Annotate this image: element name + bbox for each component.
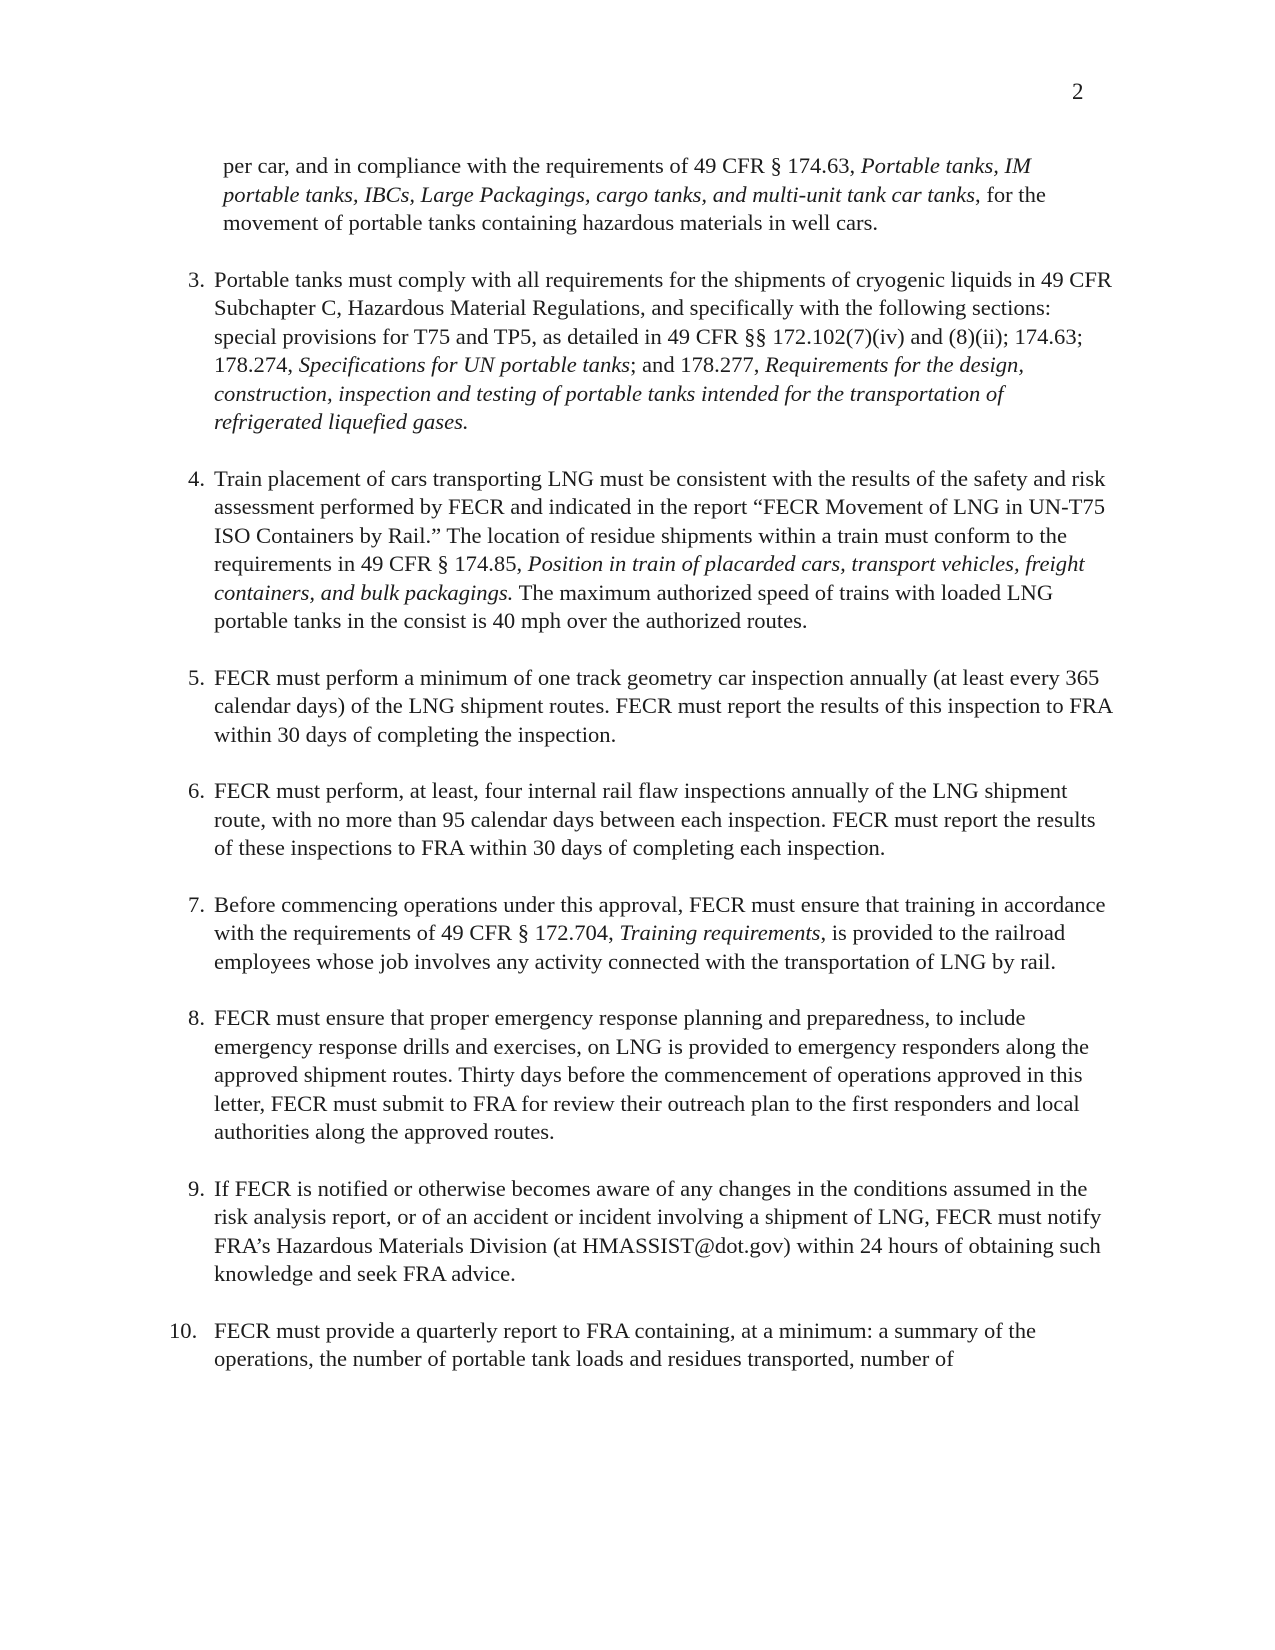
item-text-part: The maximum authorized speed of trains with loaded LNG portable tanks in the consist is 40 mph over the authorized routes. xyxy=(214,579,1054,633)
item-text-part: Portable tanks must comply with all requirements for the shipments of cryogenic liquids in 49 CFR Subchapter C, Hazardous Material Regulations, and specifically with the following sections: special provisions for T75 and TP5, as detailed in 49 CFR §§ 172.102(7)(iv) and (8)(ii); 174.63; 178.274, xyxy=(214,266,1112,377)
item-text-part: Before commencing operations under this approval, FECR must ensure that training in accordance with the requirements of 49 CFR § 172.704, xyxy=(214,891,1106,945)
item-text-part: FECR must perform a minimum of one track geometry car inspection annually (at least every 365 calendar days) of the LNG shipment routes. FECR must report the results of this inspection to FRA within 30 days of completing the inspection. xyxy=(214,664,1112,747)
intro-paragraph xyxy=(223,152,1112,238)
intro-text: per car, and in compliance with the requirements of 49 CFR § 174.63, xyxy=(223,153,861,178)
item-number: 8. xyxy=(188,1005,205,1030)
item-regulation-title: Requirements for the design, construction, inspection and testing of portable tanks intended for the transportation of refrigerated liquefied gases. xyxy=(214,352,1024,434)
item-regulation-title: Specifications for UN portable tanks xyxy=(298,352,631,377)
item-text-part: FECR must perform, at least, four internal rail flaw inspections annually of the LNG shipment route, with no more than 95 calendar days between each inspection. FECR must report the results of these inspections to FRA within 30 days of completing each inspection. xyxy=(214,778,1096,860)
item-text-part: If FECR is notified or otherwise becomes aware of any changes in the conditions assumed in the risk analysis report, or of an accident or incident involving a shipment of LNG, FECR must notify FRA’s Hazardous Materials Division (at HMASSIST@dot.gov) within 24 hours of obtaining such knowledge and seek FRA advice. xyxy=(214,1175,1102,1286)
item-text xyxy=(214,664,1112,750)
page-number: 2 xyxy=(1072,79,1084,104)
item-text xyxy=(214,465,1112,636)
item-text-part: Train placement of cars transporting LNG must be consistent with the results of the safety and risk assessment performed by FECR and indicated in the report “FECR Movement of LNG in UN-T75 ISO Containers by Rail.” The location of residue shipments within a train must conform to the requirements in 49 CFR § 174.85, xyxy=(214,465,1106,576)
item-text xyxy=(214,266,1112,437)
item-number: 4. xyxy=(188,465,205,491)
item-text-part: FECR must ensure that proper emergency response planning and preparedness, to include emergency response drills and exercises, on LNG is provided to emergency responders along the approved shipment routes. Thirty days before the commencement of operations approved in this letter, FECR must submit to FRA for review their outreach plan to the first responders and local authorities along the approved routes. xyxy=(214,1005,1090,1144)
item-text xyxy=(214,1004,1112,1147)
list-item-10 xyxy=(169,1317,1112,1374)
item-text xyxy=(214,891,1112,977)
item-regulation-title: Position in train of placarded cars, transport vehicles, freight containers, and bulk packagings. xyxy=(214,551,1085,605)
item-text-part: , is provided to the railroad employees whose job involves any activity connected with the transportation of LNG by rail. xyxy=(214,920,1066,974)
item-text-part: ; and 178.277, xyxy=(630,352,766,377)
item-number: 7. xyxy=(188,891,205,917)
list-item-4 xyxy=(187,465,1112,636)
list-item-3 xyxy=(187,266,1112,437)
item-regulation-title: Training requirements xyxy=(619,920,821,945)
list-item-5 xyxy=(187,664,1112,750)
intro-regulation-title: Portable tanks, IM portable tanks, IBCs, Large Packagings, cargo tanks, and multi-unit tank car tanks xyxy=(223,153,1031,207)
item-number: 10. xyxy=(169,1317,198,1343)
list-item-8 xyxy=(187,1004,1112,1147)
item-text xyxy=(214,777,1112,863)
item-text-part: FECR must provide a quarterly report to FRA containing, at a minimum: a summary of the operations, the number of portable tank loads and residues transported, number of xyxy=(214,1317,1037,1371)
item-text xyxy=(214,1175,1112,1289)
item-text xyxy=(214,1317,1112,1374)
item-number: 9. xyxy=(188,1175,205,1201)
list-item-7 xyxy=(187,891,1112,977)
document-body xyxy=(169,152,1112,1374)
item-number: 5. xyxy=(188,664,205,690)
item-number: 3. xyxy=(188,266,205,292)
list-item-9 xyxy=(187,1175,1112,1289)
list-item-6 xyxy=(187,777,1112,863)
intro-text-end: , for the movement of portable tanks containing hazardous materials in well cars. xyxy=(223,181,1046,235)
item-number: 6. xyxy=(188,778,205,803)
